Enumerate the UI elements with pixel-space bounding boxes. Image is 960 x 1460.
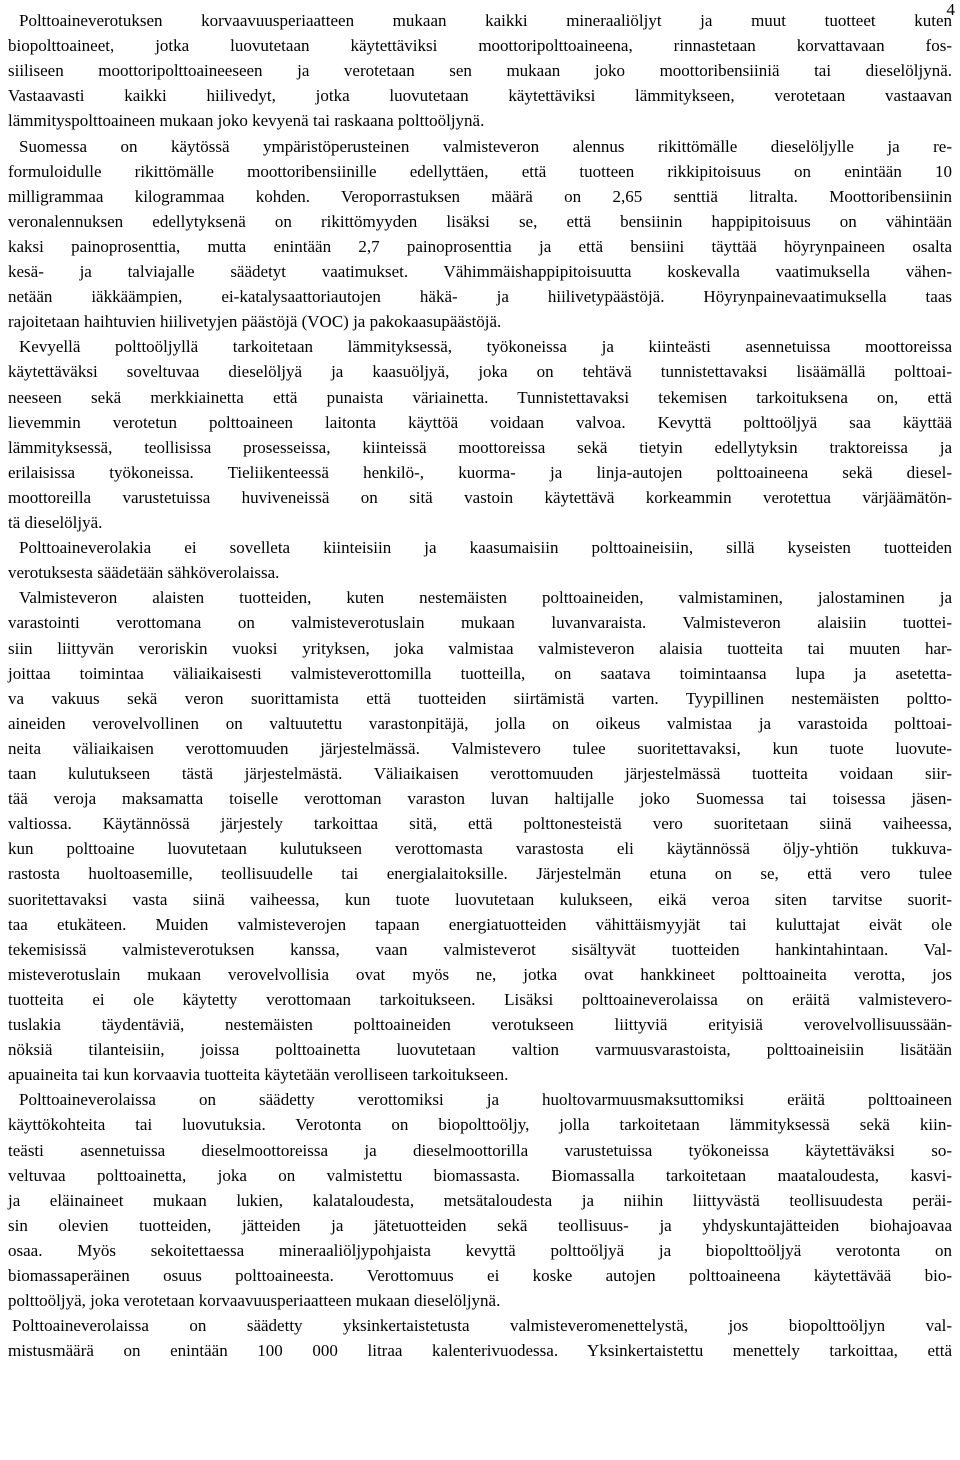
text-line: polttoöljyä, joka verotetaan korvaavuusperiaatteen mukaan dieselöljynä. — [8, 1291, 501, 1311]
text-line: varastointi verottomana on valmisteverotuslain mukaan luvanvaraista. Valmisteveron alaisiin tuottei- — [8, 613, 952, 633]
text-line: kun polttoaine luovutetaan kulutukseen verottomasta varastosta eli käytännössä öljy-yhtiön tukkuva- — [8, 839, 952, 859]
text-line: lämmityksessä, teollisissa prosesseissa, kiinteissä moottoreissa sekä tietyin edellytyksin traktoreissa ja — [8, 437, 952, 457]
text-line: joittaa toimintaa väliaikaisesti valmisteverottomilla tuotteilla, on saatava toimintaansa lupa ja asetetta- — [8, 663, 952, 683]
text-line: milligrammaa kilogrammaa kohden. Veroporrastuksen määrä on 2,65 senttiä litralta. Moottoribensiinin — [8, 186, 952, 206]
text-line: apuaineita tai kun korvaavia tuotteita käytetään verolliseen tarkoitukseen. — [8, 1065, 509, 1085]
text-line: valtiossa. Käytännössä järjestely tarkoittaa sitä, että polttonesteistä vero suoritetaan siinä vaiheessa, — [8, 814, 952, 834]
text-line: käytettäväksi soveltuvaa dieselöljyä ja kaasuöljyä, joka on tehtävä tunnistettavaksi lisäämällä polttoai- — [8, 362, 952, 382]
text-line: Suomessa on käytössä ympäristöperusteinen valmisteveron alennus rikittömälle dieselöljylle ja re- — [19, 136, 952, 156]
text-line: neita väliaikaisen verottomuuden järjestelmässä. Valmistevero tulee suoritettavaksi, kun tuote luovute- — [8, 738, 952, 758]
text-line: formuloidulle rikittömälle moottoribensiinille edellyttäen, että tuotteen rikkipitoisuus on enintään 10 — [8, 161, 952, 181]
text-line: teästi asennetuissa dieselmoottoreissa ja dieselmoottorilla varustetuissa työkoneissa käytettäväksi so- — [8, 1140, 952, 1160]
text-line: suoritettavaksi vasta siinä vaiheessa, kun tuote luovutetaan kulukseen, eikä veroa siten tarvitse suorit- — [8, 889, 952, 909]
text-line: siin liittyvän veroriskin vuoksi yrityksen, joka valmistaa valmisteveron alaisia tuotteita tai muuten har- — [8, 638, 952, 658]
page-number: 4 — [946, 0, 955, 19]
text-line: Polttoaineverolaissa on säädetty verottomiksi ja huoltovarmuusmaksuttomiksi eräitä polttoaineen — [19, 1090, 952, 1110]
text-line: tekemisissä valmisteverotuksen kanssa, vaan valmisteverot sisältyvät tuotteiden hankintahintaan. Val- — [8, 939, 952, 959]
text-line: ja eläinaineet mukaan lukien, kalataloudesta, metsätaloudesta ja niihin liittyvästä teollisuudesta peräi- — [8, 1190, 952, 1210]
text-line: Polttoaineverolakia ei sovelleta kiinteisiin ja kaasumaisiin polttoaineisiin, sillä kyseisten tuotteiden — [19, 538, 952, 558]
text-line: biomassaperäinen osuus polttoaineesta. Verottomuus ei koske autojen polttoaineena käytettävää bio- — [8, 1266, 952, 1285]
text-line: taan kulutukseen tästä järjestelmästä. Väliaikaisen verottomuuden järjestelmässä tuotteita voidaan siir- — [8, 764, 952, 783]
text-line: tä dieselöljyä. — [8, 513, 103, 532]
text-line: lämmityspolttoaineen mukaan joko kevyenä tai raskaana polttoöljynä. — [8, 111, 485, 131]
text-line: va vakuus sekä veron suorittamista että tuotteiden siirtämistä varten. Tyypillinen nestemäisten poltto- — [8, 688, 952, 708]
text-line: netään iäkkäämpien, ei-katalysaattoriautojen häkä- ja hiilivetypäästöjä. Höyrynpainevaatimuksella taas — [8, 287, 952, 307]
text-line: kaksi painoprosenttia, mutta enintään 2,7 painoprosenttia ja että bensiini täyttää höyrynpaineen osalta — [8, 236, 952, 256]
text-line: Valmisteveron alaisten tuotteiden, kuten nestemäisten polttoaineiden, valmistaminen, jalostaminen ja — [19, 588, 952, 608]
text-line: mistusmäärä on enintään 100 000 litraa kalenterivuodessa. Yksinkertaistettu menettely tarkoittaa, että — [8, 1341, 952, 1361]
text-line: siiliseen moottoripolttoaineeseen ja verotetaan sen mukaan joko moottoribensiiniä tai dieselöljynä. — [8, 61, 952, 81]
text-line: nöksiä tilanteisiin, joissa polttoainetta luovutetaan valtion varmuusvarastoista, polttoaineisiin lisätään — [8, 1040, 952, 1060]
text-line: tää veroja maksamatta toiselle verottoman varaston luvan haltijalle joko Suomessa tai toisessa jäsen- — [8, 789, 952, 809]
text-line: neeseen sekä merkkiainetta että punaista väriainetta. Tunnistettavaksi tekemisen tarkoituksena on, että — [8, 387, 952, 407]
text-line: aineiden verovelvollinen on valtuutettu varastonpitäjä, jolla on oikeus valmistaa ja varastoida polttoai- — [8, 713, 952, 733]
text-line: rajoitetaan haihtuvien hiilivetyjen päästöjä (VOC) ja pakokaasupäästöjä. — [8, 312, 502, 332]
text-line: veronalennuksen edellytyksenä on rikittömyyden lisäksi se, että bensiinin happipitoisuus on vähintään — [8, 211, 952, 231]
text-line: Vastaavasti kaikki hiilivedyt, jotka luovutetaan käytettäviksi lämmitykseen, verotetaan vastaavan — [8, 86, 952, 106]
text-line: rastosta huoltoasemille, teollisuudelle tai energialaitoksille. Järjestelmän etuna on se, että vero tulee — [8, 864, 952, 884]
text-line: tuotteita ei ole käytetty verottomaan tarkoitukseen. Lisäksi polttoaineverolaissa on eräitä valmistevero- — [8, 989, 952, 1009]
text-line: Kevyellä polttoöljyllä tarkoitetaan lämmityksessä, työkoneissa ja kiinteästi asennetuissa moottoreissa — [19, 337, 952, 357]
text-line: käyttökohteita tai luovutuksia. Verotonta on biopolttoöljy, jolla tarkoitetaan lämmityksessä sekä kiin- — [8, 1115, 952, 1135]
text-line: veltuvaa polttoainetta, joka on valmistettu biomassasta. Biomassalla tarkoitetaan maataloudesta, kasvi- — [8, 1165, 952, 1185]
text-line: taa etukäteen. Muiden valmisteverojen tapaan energiatuotteiden vähittäismyyjät tai kuluttajat eivät ole — [8, 914, 952, 934]
text-line: erilaisissa työkoneissa. Tieliikenteessä henkilö-, kuorma- ja linja-autojen polttoaineena sekä diesel- — [8, 462, 952, 482]
text-line: misteverotuslain mukaan verovelvollisia ovat myös ne, jotka ovat hankkineet polttoaineita verotta, jos — [8, 964, 952, 984]
text-line: Polttoaineverolaissa on säädetty yksinkertaistetusta valmisteveromenettelystä, jos biopolttoöljyn val- — [12, 1316, 952, 1336]
text-line: lievemmin verotetun polttoaineen laitonta käyttöä voidaan valvoa. Kevyttä polttoöljyä saa käyttää — [8, 412, 952, 432]
text-line: moottoreilla varustetuissa huviveneissä on sitä vastoin käytettävä korkeammin verotettua värjäämätön- — [8, 487, 952, 507]
text-line: biopolttoaineet, jotka luovutetaan käytettäviksi moottoripolttoaineena, rinnastetaan korvattavaan fos- — [8, 36, 952, 56]
text-line: verotuksesta säädetään sähköverolaissa. — [8, 563, 280, 583]
text-line: kesä- ja talviajalle säädetyt vaatimukset. Vähimmäishappipitoisuutta koskevalla vaatimuksella vähen- — [8, 262, 952, 281]
text-line: Polttoaineverotuksen korvaavuusperiaatteen mukaan kaikki mineraaliöljyt ja muut tuotteet kuten — [19, 11, 952, 30]
text-line: tuslakia täydentäviä, nestemäisten polttoaineiden verotukseen liittyviä erityisiä verovelvollisuussään- — [8, 1015, 952, 1034]
text-line: osaa. Myös sekoitettaessa mineraaliöljypohjaista kevyttä polttoöljyä ja biopolttoöljyä verotonta on — [8, 1240, 952, 1260]
text-line: sin olevien tuotteiden, jätteiden ja jätetuotteiden sekä teollisuus- ja yhdyskuntajätteiden biohajoavaa — [8, 1215, 952, 1235]
